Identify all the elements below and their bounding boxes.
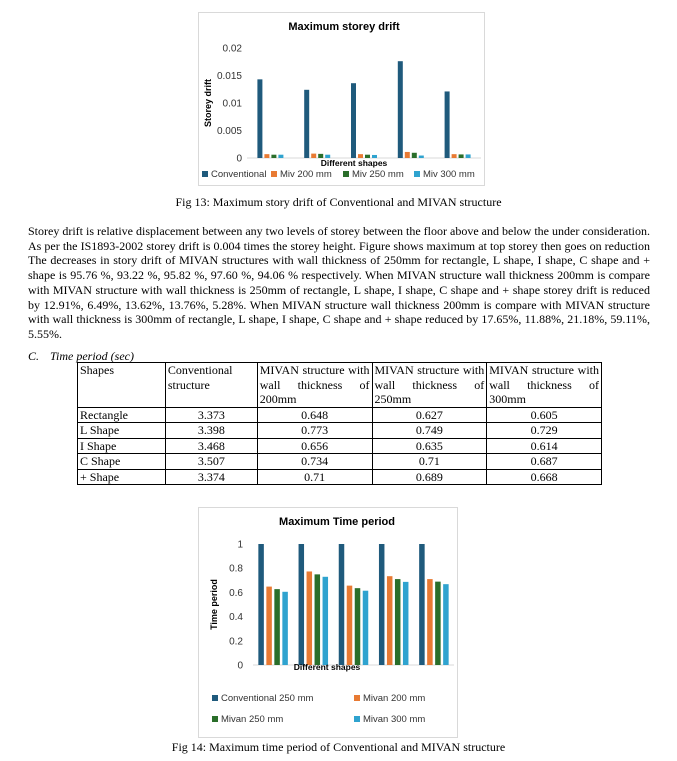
table-cell: 0.773	[257, 423, 372, 439]
legend-swatch	[202, 171, 208, 177]
table-cell-shape: I Shape	[78, 438, 166, 454]
section-title: Time period (sec)	[50, 349, 134, 363]
table-cell: 0.734	[257, 454, 372, 470]
legend-entry: Mivan 250 mm	[221, 714, 284, 725]
table-cell: 3.374	[165, 469, 257, 485]
chart-title: Maximum storey drift	[288, 21, 400, 33]
legend-swatch	[212, 716, 218, 722]
bar-conventional-250-mm	[419, 544, 425, 665]
table-row	[78, 407, 602, 423]
bar-conventional	[398, 61, 403, 158]
bar-mivan-300-mm	[282, 592, 288, 665]
time-period-chart-svg	[199, 508, 457, 737]
bar-miv-200-mm	[405, 152, 410, 158]
storey-drift-paragraph: Storey drift is relative displacement between any two levels of storey between the floor above and below the under consideration. As per the IS1893-2002 storey drift is 0.004 times the storey height. Figure shows maximum at top storey then goes on reduction The decreases in story drift of MIVAN structures with wall thickness of 250mm for rectangle, L shape, I shape, C shape and + shape is 95.76 %, 93.22 %, 95.82 %, 97.60 %, 94.06 % respectively. When MIVAN structure wall thickness 200mm is compare with MIVAN structure with wall thickness is 250mm of rectangle, L shape, I shape, C shape and + shape storey drift is reduced by 12.91%, 6.49%, 13.62%, 13.76%, 5.28%. When MIVAN structure wall thickness 200mm is compare with MIVAN structure with wall thickness is 300mm of rectangle, L shape, I shape, C shape and + shape reduced by 17.65%, 11.88%, 21.18%, 59.11%, 5.55%.	[28, 224, 650, 341]
bar-miv-250-mm	[271, 155, 276, 158]
x-axis-label: Different shapes	[293, 662, 361, 672]
table-header-cell: Shapes	[78, 363, 166, 408]
bar-miv-200-mm	[452, 154, 457, 158]
y-axis-label: Time period	[209, 579, 219, 630]
bar-mivan-200-mm	[387, 576, 393, 665]
table-cell: 0.614	[487, 438, 602, 454]
table-row	[78, 423, 602, 439]
table-header-cell: MIVAN structure with wall thickness of 200mm	[257, 363, 372, 408]
legend-entry: Miv 300 mm	[423, 169, 475, 180]
bar-mivan-250-mm	[435, 582, 441, 665]
table-cell: 0.668	[487, 469, 602, 485]
figure-13-caption: Fig 13: Maximum story drift of Conventional and MIVAN structure	[175, 195, 502, 209]
table-cell: 0.627	[372, 407, 487, 423]
bar-mivan-200-mm	[347, 586, 353, 665]
x-axis-label: Different shapes	[320, 158, 388, 168]
table-cell: 3.507	[165, 454, 257, 470]
table-cell: 0.729	[487, 423, 602, 439]
table-header-cell: MIVAN structure with wall thickness of 250mm	[372, 363, 487, 408]
bar-mivan-200-mm	[427, 579, 433, 665]
table-header-cell: Conventional structure	[165, 363, 257, 408]
table-cell: 0.689	[372, 469, 487, 485]
legend-swatch	[414, 171, 420, 177]
bar-mivan-300-mm	[323, 577, 329, 665]
figure-14-caption: Fig 14: Maximum time period of Conventional and MIVAN structure	[171, 740, 506, 754]
table-cell: 3.373	[165, 407, 257, 423]
bar-miv-250-mm	[459, 154, 464, 158]
y-tick-label: 0.02	[222, 43, 242, 55]
table-cell: 3.468	[165, 438, 257, 454]
bar-mivan-250-mm	[395, 579, 401, 665]
table-row	[78, 469, 602, 485]
bar-conventional-250-mm	[299, 544, 305, 665]
storey-drift-chart-svg	[199, 13, 484, 185]
y-axis-label: Storey drift	[203, 78, 213, 128]
bar-miv-300-mm	[278, 155, 283, 158]
legend-swatch	[354, 695, 360, 701]
table-cell: 0.605	[487, 407, 602, 423]
bar-mivan-250-mm	[355, 588, 361, 665]
bar-mivan-250-mm	[274, 589, 280, 665]
bar-mivan-300-mm	[403, 582, 409, 665]
legend-entry: Miv 250 mm	[352, 169, 404, 180]
bar-miv-200-mm	[264, 154, 269, 158]
bar-conventional-250-mm	[258, 544, 264, 665]
bar-miv-200-mm	[311, 154, 316, 158]
y-tick-label: 0.2	[229, 636, 243, 648]
bar-mivan-200-mm	[307, 571, 313, 665]
bar-conventional	[351, 83, 356, 158]
table-cell: 3.398	[165, 423, 257, 439]
table-cell-shape: + Shape	[78, 469, 166, 485]
bar-conventional	[445, 91, 450, 158]
table-cell-shape: L Shape	[78, 423, 166, 439]
bar-conventional	[304, 90, 309, 158]
y-tick-label: 1	[237, 539, 243, 551]
section-number: C.	[28, 349, 40, 363]
bar-miv-300-mm	[466, 154, 471, 158]
table-cell: 0.749	[372, 423, 487, 439]
table-cell: 0.71	[372, 454, 487, 470]
y-tick-label: 0	[237, 660, 243, 672]
y-tick-label: 0.01	[222, 98, 242, 110]
y-tick-label: 0.4	[229, 612, 243, 624]
time-period-chart	[198, 507, 458, 738]
legend-swatch	[343, 171, 349, 177]
legend-swatch	[354, 716, 360, 722]
bar-conventional-250-mm	[339, 544, 345, 665]
y-tick-label: 0.6	[229, 587, 243, 599]
table-header-row	[78, 363, 602, 408]
table-row	[78, 438, 602, 454]
legend-entry: Mivan 300 mm	[363, 714, 426, 725]
table-cell-shape: C Shape	[78, 454, 166, 470]
legend-entry: Miv 200 mm	[280, 169, 332, 180]
bar-mivan-250-mm	[315, 574, 321, 665]
bar-miv-250-mm	[412, 153, 417, 158]
table-header-cell: MIVAN structure with wall thickness of 300mm	[487, 363, 602, 408]
y-tick-label: 0	[236, 153, 242, 165]
table-cell: 0.687	[487, 454, 602, 470]
legend-entry: Conventional	[211, 169, 267, 180]
bar-mivan-300-mm	[363, 591, 369, 665]
time-period-table	[77, 362, 602, 485]
storey-drift-chart	[198, 12, 485, 186]
table-row	[78, 454, 602, 470]
bar-conventional	[257, 79, 262, 158]
legend-entry: Mivan 200 mm	[363, 693, 426, 704]
table-cell: 0.656	[257, 438, 372, 454]
legend-swatch	[271, 171, 277, 177]
y-tick-label: 0.8	[229, 563, 243, 575]
legend-swatch	[212, 695, 218, 701]
table-cell: 0.635	[372, 438, 487, 454]
y-tick-label: 0.005	[216, 126, 242, 137]
table-cell: 0.648	[257, 407, 372, 423]
bar-conventional-250-mm	[379, 544, 385, 665]
chart-title: Maximum Time period	[279, 516, 395, 528]
bar-mivan-300-mm	[443, 584, 449, 665]
table-cell-shape: Rectangle	[78, 407, 166, 423]
table-cell: 0.71	[257, 469, 372, 485]
bar-miv-300-mm	[419, 156, 424, 158]
legend-entry: Conventional 250 mm	[221, 693, 314, 704]
bar-mivan-200-mm	[266, 587, 272, 665]
y-tick-label: 0.015	[216, 71, 242, 82]
